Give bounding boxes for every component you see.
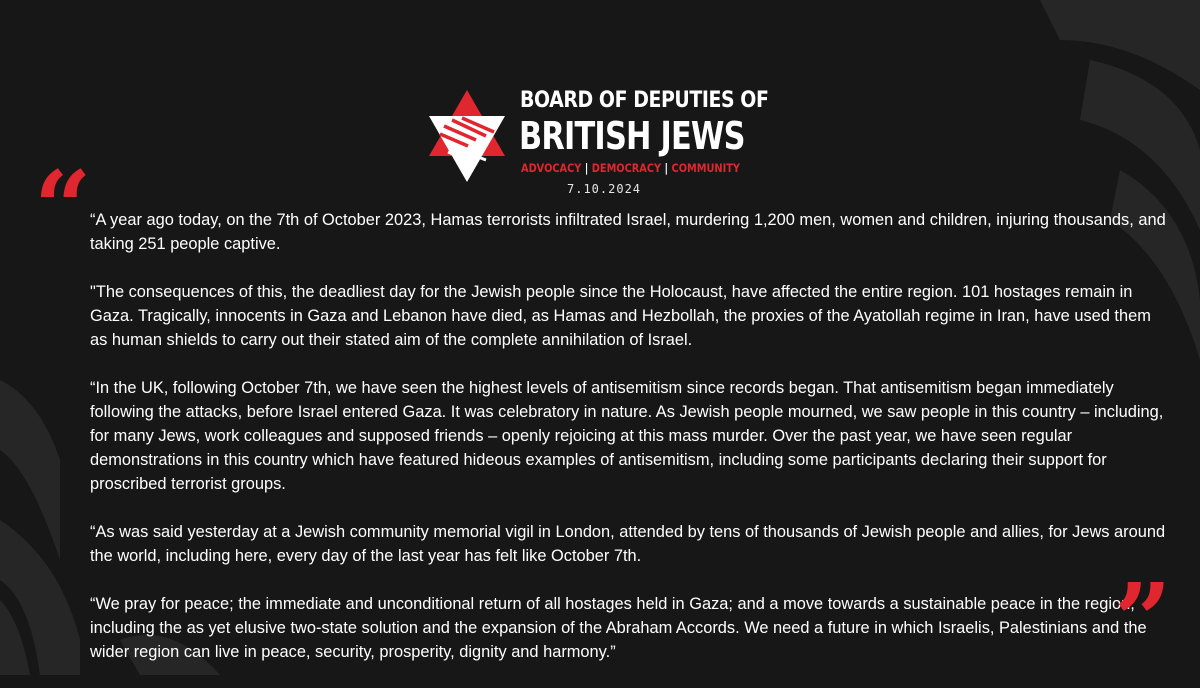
tagline-community: COMMUNITY (671, 161, 740, 175)
tagline-advocacy: ADVOCACY (521, 161, 582, 175)
statement-paragraph: “In the UK, following October 7th, we have seen the highest levels of antisemitism since records began. That antisemitism began immediately following the attacks, before Israel entered Gaza. It was celebratory in nature. As Jewish people mourned, we saw people in this country – including, for many Jews, work colleagues and supposed friends – openly rejoicing at this mass murder. Over the past year, we have seen regular demonstrations in this country which have featured hideous examples of antisemitism, including some participants declaring their support for proscribed terrorist groups. (90, 379, 1164, 493)
quote-close-icon: ” (1114, 561, 1172, 679)
statement-date: 7.10.2024 (567, 182, 642, 196)
organization-name-line2: BRITISH JEWS (519, 114, 745, 158)
tagline-separator: | (664, 161, 669, 175)
tagline-separator: | (584, 161, 589, 175)
statement-body (90, 208, 1170, 688)
quote-open-icon: “ (34, 149, 92, 267)
organization-name-line1: BOARD OF DEPUTIES OF (520, 88, 769, 113)
statement-paragraph: "The consequences of this, the deadliest day for the Jewish people since the Holocaust, have affected the entire region. 101 hostages remain in Gaza. Tragically, innocents in Gaza and Lebanon have died, as Hamas and Hezbollah, the proxies of the Ayatollah regime in Iran, have used them as human shields to carry out their stated aim of the complete annihilation of Israel. (90, 283, 1151, 349)
statement-paragraph: “As was said yesterday at a Jewish community memorial vigil in London, attended by tens of thousands of Jewish people and allies, for Jews around the world, including here, every day of the last year has felt like October 7th. (90, 523, 1166, 565)
tagline-democracy: DEMOCRACY (591, 161, 662, 175)
statement-paragraph: “A year ago today, on the 7th of October 2023, Hamas terrorists infiltrated Israel, murdering 1,200 men, women and children, injuring thousands, and taking 251 people captive. (90, 211, 1166, 253)
star-of-david-icon (428, 90, 506, 182)
organization-tagline (521, 161, 740, 175)
statement-paragraph: “We pray for peace; the immediate and unconditional return of all hostages held in Gaza; and a move towards a sustainable peace in the region, including the as yet elusive two-state solution and the expansion of the Abraham Accords. We need a future in which Israelis, Palestinians and the wider region can live in peace, security, prosperity, dignity and harmony.” (90, 595, 1147, 661)
